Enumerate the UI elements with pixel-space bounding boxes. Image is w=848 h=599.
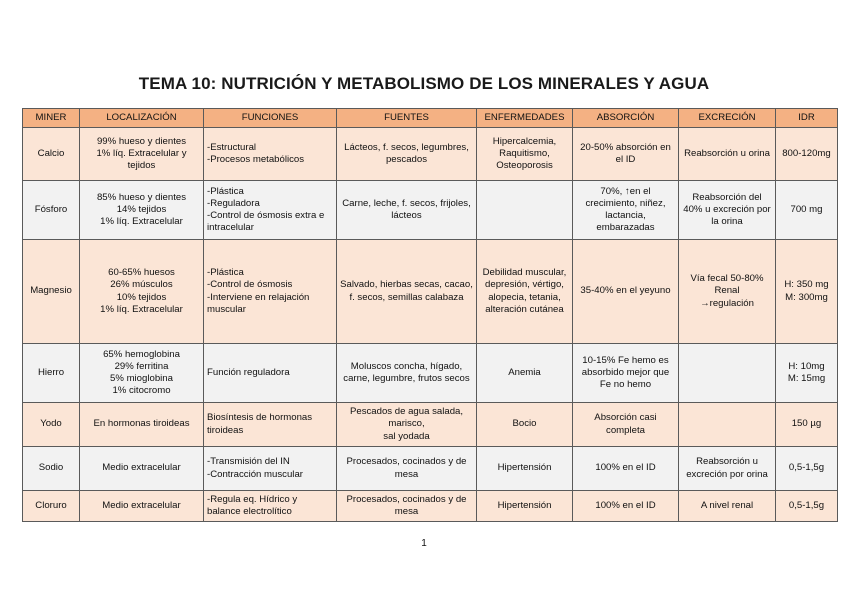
excrecion-cell: Reabsorción u excreción por orina bbox=[679, 447, 776, 491]
idr-cell: 700 mg bbox=[776, 181, 838, 240]
localizacion-cell: Medio extracelular bbox=[80, 447, 204, 491]
page-number: 1 bbox=[421, 538, 427, 549]
header-idr: IDR bbox=[776, 109, 838, 128]
fuentes-cell: Lácteos, f. secos, legumbres, pescados bbox=[337, 128, 477, 181]
header-enfermedades: ENFERMEDADES bbox=[477, 109, 573, 128]
localizacion-cell: 85% hueso y dientes 14% tejidos 1% líq. Extracelular bbox=[80, 181, 204, 240]
mineral-cell: Hierro bbox=[23, 344, 80, 403]
header-absorcion: ABSORCIÓN bbox=[573, 109, 679, 128]
funciones-cell: -Estructural -Procesos metabólicos bbox=[204, 128, 337, 181]
table-row-yodo bbox=[23, 403, 838, 447]
enfermedades-cell: Hipercalcemia, Raquitismo, Osteoporosis bbox=[477, 128, 573, 181]
table-row-calcio bbox=[23, 128, 838, 181]
idr-cell: 800-120mg bbox=[776, 128, 838, 181]
header-funciones: FUNCIONES bbox=[204, 109, 337, 128]
absorcion-cell: 100% en el ID bbox=[573, 491, 679, 522]
table-row-fosforo bbox=[23, 181, 838, 240]
absorcion-cell: Absorción casi completa bbox=[573, 403, 679, 447]
funciones-cell: Función reguladora bbox=[204, 344, 337, 403]
absorcion-cell: 100% en el ID bbox=[573, 447, 679, 491]
enfermedades-cell: Debilidad muscular, depresión, vértigo, alopecia, tetania, alteración cutánea bbox=[477, 240, 573, 344]
table-row-hierro bbox=[23, 344, 838, 403]
mineral-cell: Cloruro bbox=[23, 491, 80, 522]
absorcion-cell: 20-50% absorción en el ID bbox=[573, 128, 679, 181]
funciones-cell: -Transmisión del IN -Contracción muscular bbox=[204, 447, 337, 491]
enfermedades-cell: Hipertensión bbox=[477, 491, 573, 522]
enfermedades-cell: Hipertensión bbox=[477, 447, 573, 491]
localizacion-cell: 99% hueso y dientes 1% líq. Extracelular y tejidos bbox=[80, 128, 204, 181]
minerals-table bbox=[22, 108, 838, 522]
localizacion-cell: Medio extracelular bbox=[80, 491, 204, 522]
header-localizacion: LOCALIZACIÓN bbox=[80, 109, 204, 128]
header-row bbox=[23, 109, 838, 128]
funciones-cell: Biosíntesis de hormonas tiroideas bbox=[204, 403, 337, 447]
enfermedades-cell: Anemia bbox=[477, 344, 573, 403]
idr-cell: 0,5-1,5g bbox=[776, 491, 838, 522]
localizacion-cell: 65% hemoglobina 29% ferritina 5% mioglobina 1% citocromo bbox=[80, 344, 204, 403]
idr-cell: 150 µg bbox=[776, 403, 838, 447]
fuentes-cell: Procesados, cocinados y de mesa bbox=[337, 447, 477, 491]
enfermedades-cell bbox=[477, 181, 573, 240]
excrecion-cell bbox=[679, 403, 776, 447]
header-fuentes: FUENTES bbox=[337, 109, 477, 128]
mineral-cell: Fósforo bbox=[23, 181, 80, 240]
mineral-cell: Sodio bbox=[23, 447, 80, 491]
excrecion-cell: Reabsorción del 40% u excreción por la orina bbox=[679, 181, 776, 240]
absorcion-cell: 70%, ↑en el crecimiento, niñez, lactancia, embarazadas bbox=[573, 181, 679, 240]
localizacion-cell: En hormonas tiroideas bbox=[80, 403, 204, 447]
fuentes-cell: Moluscos concha, hígado, carne, legumbre, frutos secos bbox=[337, 344, 477, 403]
excrecion-cell: A nivel renal bbox=[679, 491, 776, 522]
localizacion-cell: 60-65% huesos 26% músculos 10% tejidos 1% líq. Extracelular bbox=[80, 240, 204, 344]
excrecion-cell: Vía fecal 50-80% Renal →regulación bbox=[679, 240, 776, 344]
table-row-sodio bbox=[23, 447, 838, 491]
fuentes-cell: Carne, leche, f. secos, frijoles, lácteos bbox=[337, 181, 477, 240]
table-row-magnesio bbox=[23, 240, 838, 344]
absorcion-cell: 35-40% en el yeyuno bbox=[573, 240, 679, 344]
mineral-cell: Magnesio bbox=[23, 240, 80, 344]
funciones-cell: -Plástica -Control de ósmosis -Interviene en relajación muscular bbox=[204, 240, 337, 344]
header-excrecion: EXCRECIÓN bbox=[679, 109, 776, 128]
page-title: TEMA 10: NUTRICIÓN Y METABOLISMO DE LOS MINERALES Y AGUA bbox=[138, 74, 710, 93]
funciones-cell: -Regula eq. Hídrico y balance electrolítico bbox=[204, 491, 337, 522]
table-row-cloruro bbox=[23, 491, 838, 522]
absorcion-cell: 10-15% Fe hemo es absorbido mejor que Fe no hemo bbox=[573, 344, 679, 403]
header-mineral: MINER bbox=[23, 109, 80, 128]
fuentes-cell: Salvado, hierbas secas, cacao, f. secos, semillas calabaza bbox=[337, 240, 477, 344]
excrecion-cell bbox=[679, 344, 776, 403]
funciones-cell: -Plástica -Reguladora -Control de ósmosis extra e intracelular bbox=[204, 181, 337, 240]
mineral-cell: Yodo bbox=[23, 403, 80, 447]
enfermedades-cell: Bocio bbox=[477, 403, 573, 447]
idr-cell: 0,5-1,5g bbox=[776, 447, 838, 491]
mineral-cell: Calcio bbox=[23, 128, 80, 181]
idr-cell: H: 10mg M: 15mg bbox=[776, 344, 838, 403]
fuentes-cell: Procesados, cocinados y de mesa bbox=[337, 491, 477, 522]
idr-cell: H: 350 mg M: 300mg bbox=[776, 240, 838, 344]
excrecion-cell: Reabsorción u orina bbox=[679, 128, 776, 181]
fuentes-cell: Pescados de agua salada, marisco, sal yodada bbox=[337, 403, 477, 447]
